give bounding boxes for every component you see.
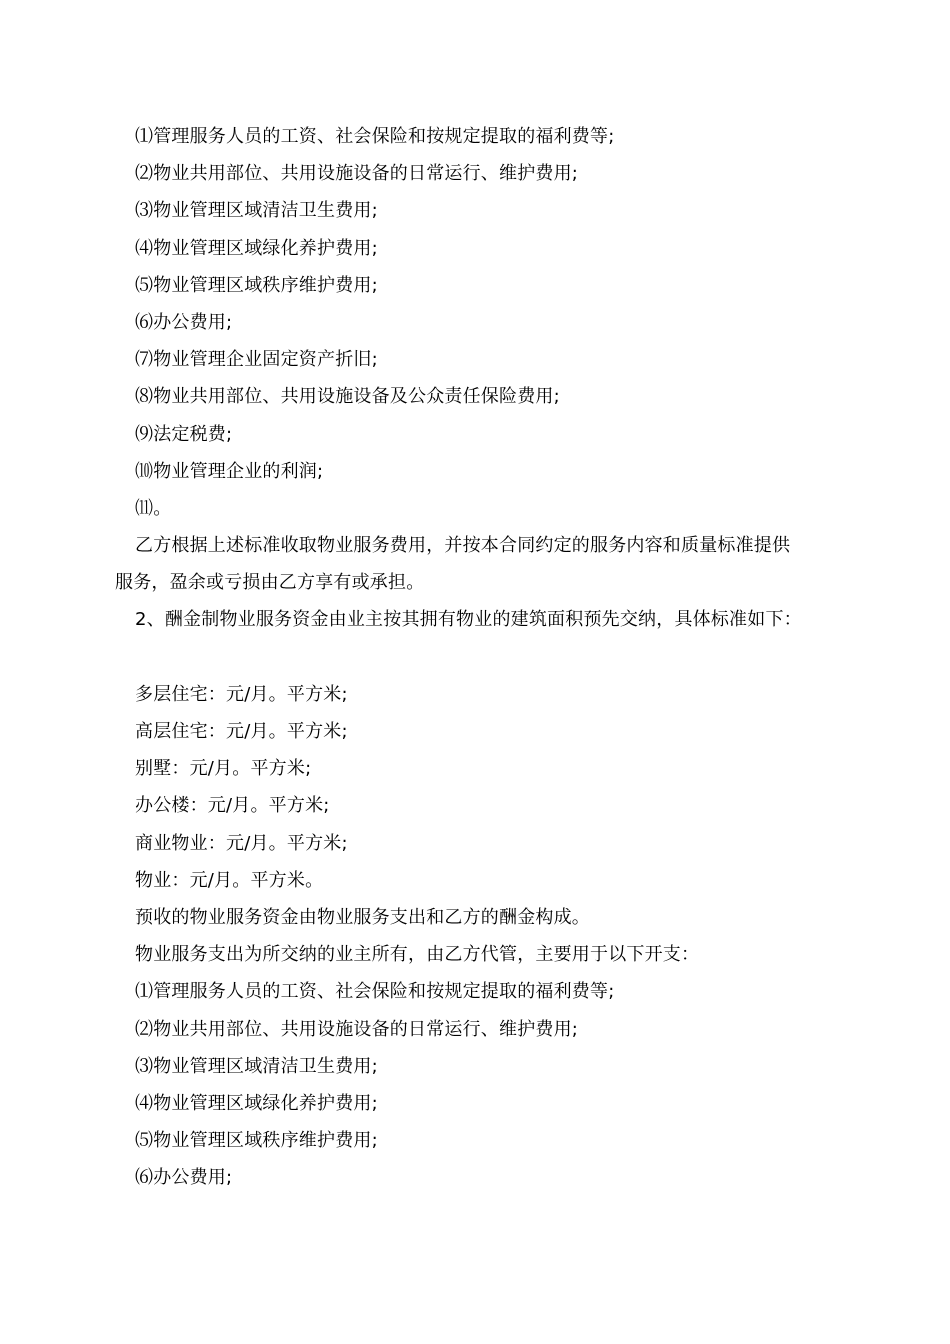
list-item-5-repeat: ⑸物业管理区域秩序维护费用;: [135, 1130, 378, 1152]
list-item-9: ⑼法定税费;: [135, 423, 233, 445]
rate-multi-storey: 多层住宅：元/月。平方米;: [135, 683, 348, 705]
list-item-3: ⑶物业管理区域清洁卫生费用;: [135, 200, 378, 222]
list-item-6: ⑹办公费用;: [135, 311, 233, 333]
paragraph-line-1: 乙方根据上述标准收取物业服务费用，并按本合同约定的服务内容和质量标准提供: [135, 535, 791, 557]
list-item-4-repeat: ⑷物业管理区域绿化养护费用;: [135, 1092, 378, 1114]
rate-high-rise: 高层住宅：元/月。平方米;: [135, 721, 348, 742]
paragraph-line-2: 服务，盈余或亏损由乙方享有或承担。: [115, 572, 425, 594]
list-item-2: ⑵物业共用部位、共用设施设备的日常运行、维护费用;: [135, 163, 579, 185]
blank-line: [115, 639, 855, 676]
list-item-3-repeat: ⑶物业管理区域清洁卫生费用;: [135, 1055, 378, 1077]
list-item-7: ⑺物业管理企业固定资产折旧;: [135, 349, 378, 371]
list-item-5: ⑸物业管理区域秩序维护费用;: [135, 274, 378, 296]
list-item-10: ⑽物业管理企业的利润;: [135, 460, 324, 482]
rate-office: 办公楼：元/月。平方米;: [135, 795, 330, 817]
list-item-6-repeat: ⑹办公费用;: [135, 1167, 233, 1189]
document-body: [115, 118, 855, 1196]
list-item-2-repeat: ⑵物业共用部位、共用设施设备的日常运行、维护费用;: [135, 1018, 579, 1040]
list-item-11: ⑾。: [135, 497, 172, 519]
paragraph-prepaid: 预收的物业服务资金由物业服务支出和乙方的酬金构成。: [135, 906, 590, 928]
list-item-1: ⑴管理服务人员的工资、社会保险和按规定提取的福利费等;: [135, 126, 615, 147]
paragraph-expenses: 物业服务支出为所交纳的业主所有，由乙方代管，主要用于以下开支：: [135, 944, 700, 966]
rate-villa: 别墅：元/月。平方米;: [135, 758, 312, 780]
rate-other: 物业：元/月。平方米。: [135, 869, 324, 891]
list-item-8: ⑻物业共用部位、共用设施设备及公众责任保险费用;: [135, 386, 560, 408]
list-item-1-repeat: ⑴管理服务人员的工资、社会保险和按规定提取的福利费等;: [135, 981, 615, 1003]
rate-commercial: 商业物业：元/月。平方米;: [135, 832, 348, 854]
list-item-4: ⑷物业管理区域绿化养护费用;: [135, 237, 378, 259]
section-heading-2: 2、酬金制物业服务资金由业主按其拥有物业的建筑面积预先交纳，具体标准如下：: [135, 609, 802, 631]
